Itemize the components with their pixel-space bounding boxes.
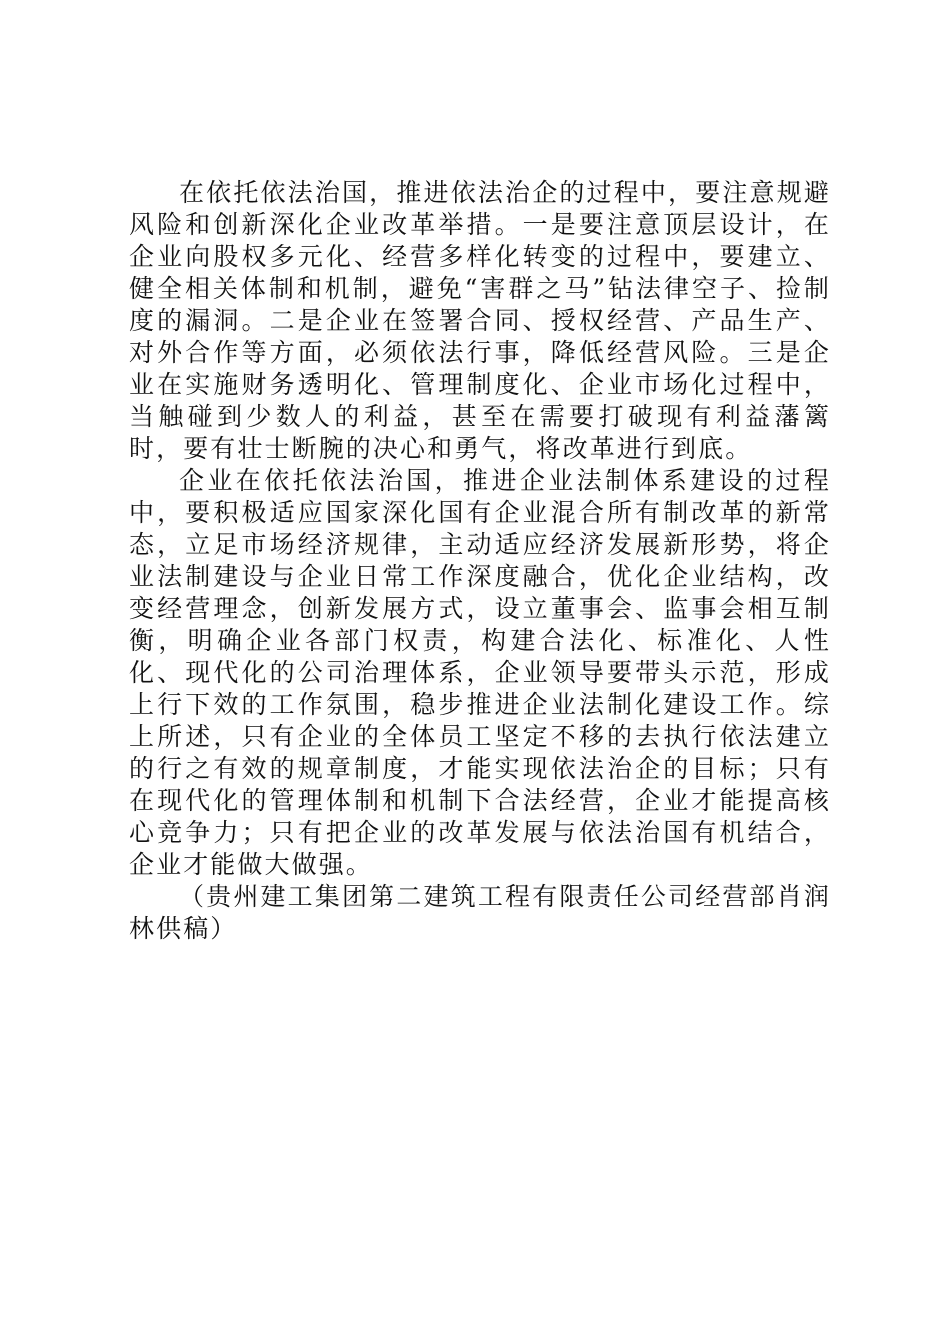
article-body [129,177,831,945]
author-credit: （贵州建工集团第二建筑工程有限责任公司经营部肖润林供稿） [129,882,831,943]
paragraph-1: 在依托依法治国，推进依法治企的过程中，要注意规避风险和创新深化企业改革举措。一是要注意顶层设计，在企业向股权多元化、经营多样化转变的过程中，要建立、健全相关体制和机制，避免“害群之马”钻法律空子、捡制度的漏洞。二是企业在签署合同、授权经营、产品生产、对外合作等方面，必须依法行事，降低经营风险。三是企业在实施财务透明化、管理制度化、企业市场化过程中，当触碰到少数人的利益，甚至在需要打破现有利益藩篱时，要有壮士断腕的决心和勇气，将改革进行到底。 [129,178,831,463]
paragraph-2: 企业在依托依法治国，推进企业法制体系建设的过程中，要积极适应国家深化国有企业混合所有制改革的新常态，立足市场经济规律，主动适应经济发展新形势，将企业法制建设与企业日常工作深度融合，优化企业结构，改变经营理念，创新发展方式，设立董事会、监事会相互制衡，明确企业各部门权责，构建合法化、标准化、人性化、现代化的公司治理体系，企业领导要带头示范，形成上行下效的工作氛围，稳步推进企业法制化建设工作。综上所述，只有企业的全体员工坚定不移的去执行依法建立的行之有效的规章制度，才能实现依法治企的目标；只有在现代化的管理体制和机制下合法经营，企业才能提高核心竞争力；只有把企业的改革发展与依法治国有机结合，企业才能做大做强。 [129,466,831,879]
